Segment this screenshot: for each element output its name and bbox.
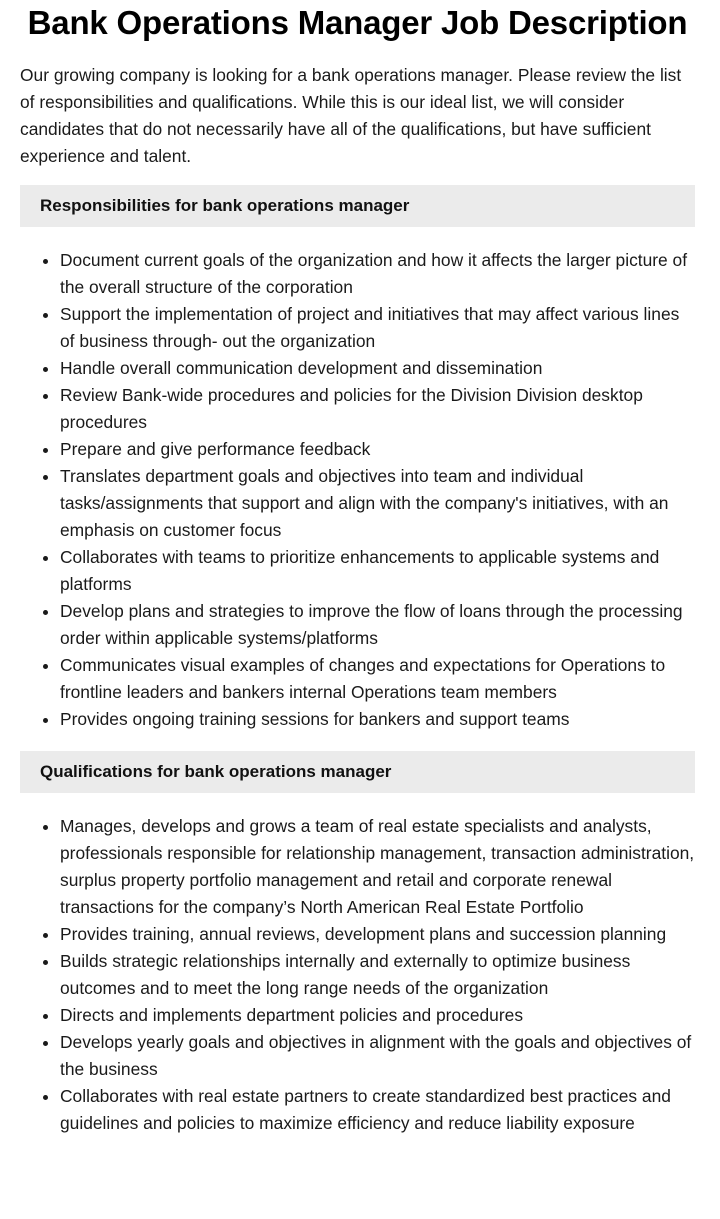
responsibilities-heading: Responsibilities for bank operations manager — [20, 185, 695, 227]
list-item: • Collaborates with real estate partners to create standardized best practices and guidelines and policies to maximize efficiency and reduce liability exposure — [60, 1083, 695, 1137]
list-item: • Document current goals of the organization and how it affects the larger picture of the overall structure of the corporation — [60, 247, 695, 301]
list-item: • Provides ongoing training sessions for bankers and support teams — [60, 706, 695, 733]
qualifications-list — [20, 813, 695, 1137]
list-item: • Collaborates with teams to prioritize enhancements to applicable systems and platforms — [60, 544, 695, 598]
list-item: • Builds strategic relationships internally and externally to optimize business outcomes and to meet the long range needs of the organization — [60, 948, 695, 1002]
list-item: • Manages, develops and grows a team of real estate specialists and analysts, professionals responsible for relationship management, transaction administration, surplus property portfolio management and retail and corporate renewal transactions for the company’s North American Real Estate Portfolio — [60, 813, 695, 921]
list-item: • Communicates visual examples of changes and expectations for Operations to frontline leaders and bankers internal Operations team members — [60, 652, 695, 706]
page-title: Bank Operations Manager Job Description — [27, 4, 688, 41]
list-item: • Review Bank-wide procedures and policies for the Division Division desktop procedures — [60, 382, 695, 436]
intro-paragraph: Our growing company is looking for a bank operations manager. Please review the list of responsibilities and qualifications. While this is our ideal list, we will consider candidates that do not necessarily have all of the qualifications, but have sufficient experience and talent. — [20, 65, 682, 166]
list-item: • Prepare and give performance feedback — [60, 436, 695, 463]
qualifications-heading: Qualifications for bank operations manager — [20, 751, 695, 793]
list-item: • Develop plans and strategies to improve the flow of loans through the processing order within applicable systems/platforms — [60, 598, 695, 652]
responsibilities-list — [20, 247, 695, 733]
list-item: • Develops yearly goals and objectives in alignment with the goals and objectives of the business — [60, 1029, 695, 1083]
list-item: • Provides training, annual reviews, development plans and succession planning — [60, 921, 695, 948]
list-item: • Translates department goals and objectives into team and individual tasks/assignments that support and align with the company's initiatives, with an emphasis on customer focus — [60, 463, 695, 544]
list-item: • Support the implementation of project and initiatives that may affect various lines of business through- out the organization — [60, 301, 695, 355]
list-item: • Directs and implements department policies and procedures — [60, 1002, 695, 1029]
list-item: • Handle overall communication development and dissemination — [60, 355, 695, 382]
